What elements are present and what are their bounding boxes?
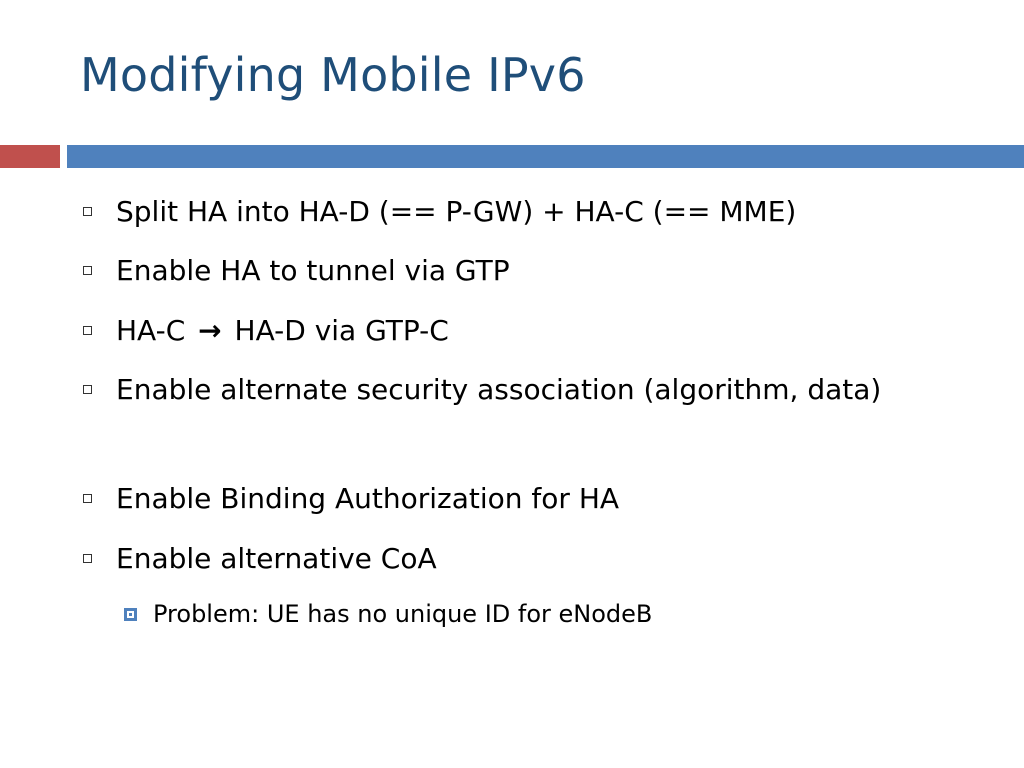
accent-bar-blue <box>67 145 1024 168</box>
bullet-text-after: HA-D via GTP-C <box>234 314 449 347</box>
bullet-text: Enable alternate security association (algorithm, data) <box>116 373 882 406</box>
sub-bullet-item-problem <box>153 596 652 632</box>
bullet-item-tunnel-gtp <box>116 246 976 296</box>
sub-bullet-text: Problem: UE has no unique ID for eNodeB <box>153 600 653 628</box>
bullet-item-security-association <box>116 365 976 415</box>
hollow-square-icon <box>83 385 92 394</box>
right-arrow-icon: → <box>198 314 222 347</box>
hollow-square-icon <box>83 494 92 503</box>
filled-square-icon <box>124 608 137 621</box>
bullet-item-ha-c-to-ha-d <box>116 306 976 356</box>
hollow-square-icon <box>83 266 92 275</box>
bullet-text: Enable Binding Authorization for HA <box>116 482 620 515</box>
bullet-text: Enable HA to tunnel via GTP <box>116 254 510 287</box>
bullet-item-alternative-coa <box>116 534 976 584</box>
hollow-square-icon <box>83 207 92 216</box>
slide-title: Modifying Mobile IPv6 <box>80 48 586 102</box>
bullet-item-binding-authorization <box>116 474 976 524</box>
accent-bar-red <box>0 145 60 168</box>
bullet-text: Enable alternative CoA <box>116 542 437 575</box>
bullet-item-split-ha <box>116 187 976 237</box>
hollow-square-icon <box>83 326 92 335</box>
hollow-square-icon <box>83 554 92 563</box>
bullet-text-before: HA-C <box>116 314 186 347</box>
bullet-text: Split HA into HA-D (== P-GW) + HA-C (== MME) <box>116 195 797 228</box>
